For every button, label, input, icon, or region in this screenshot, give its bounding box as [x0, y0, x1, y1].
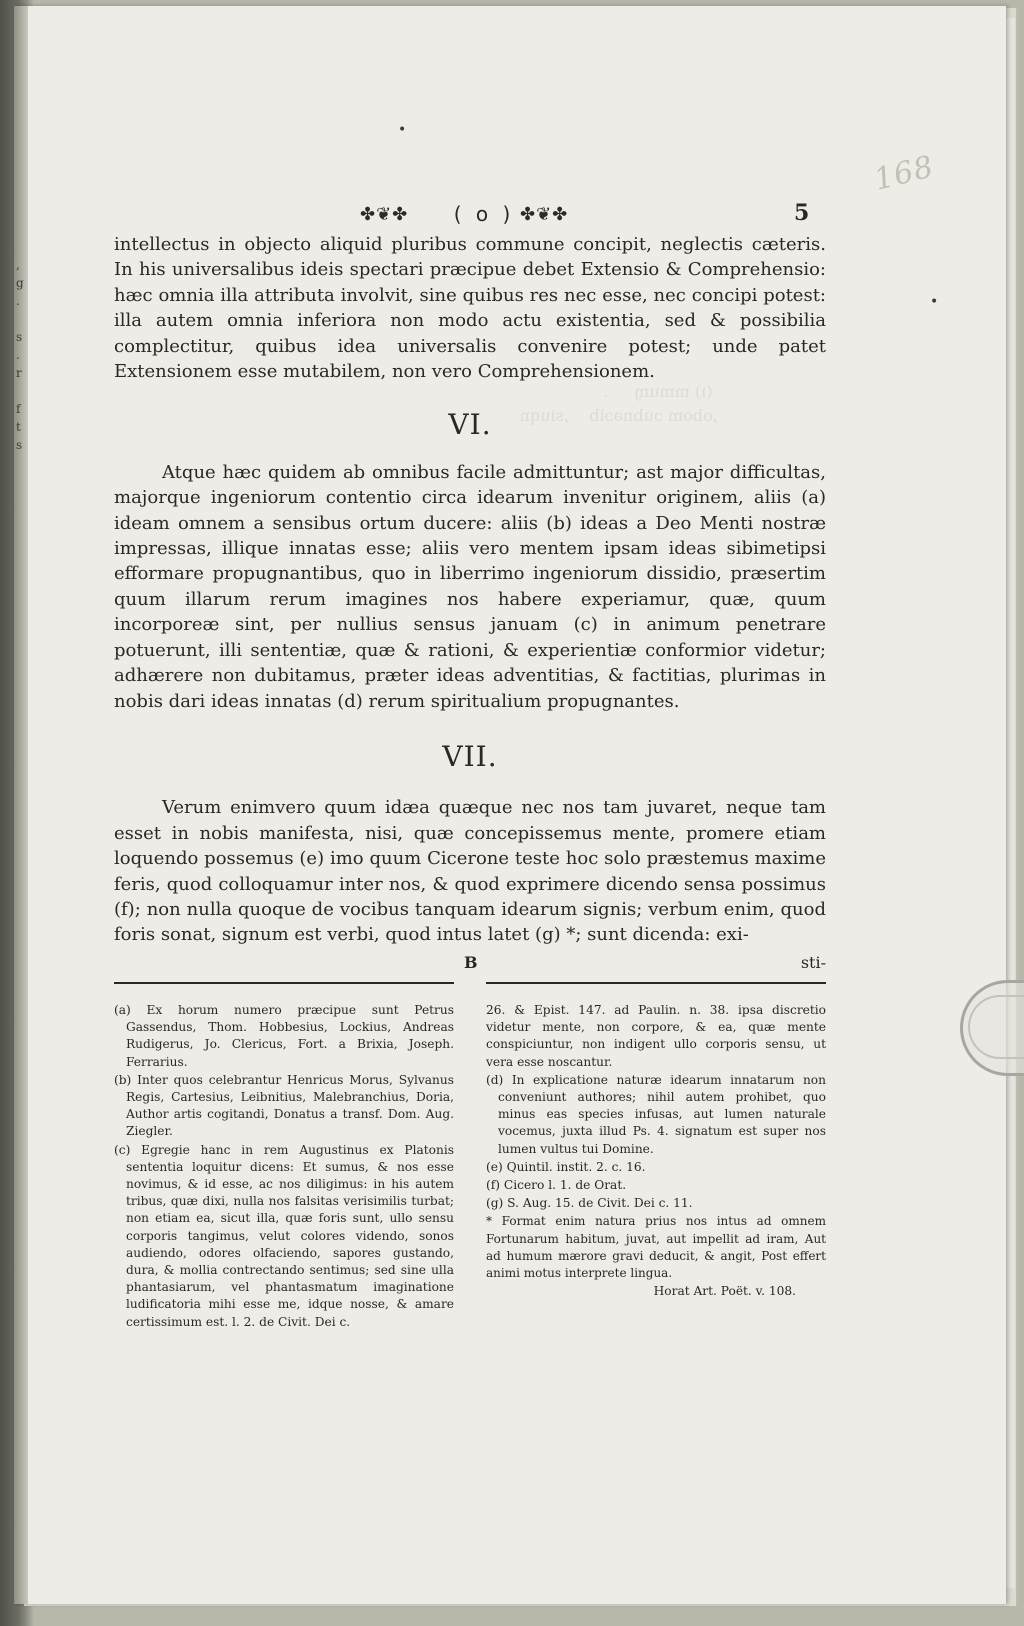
section-heading-vii: VII. — [442, 739, 498, 773]
footnote-verse-credit: Horat Art. Poët. v. 108. — [653, 1284, 796, 1299]
binding-fragments: , g . s . r f t s — [16, 258, 24, 452]
footnote-verse: * Format enim natura prius nos intus ad omnem Fortunarum habitum, juvat, aut impellit ad iram, Aut ad humum mærore gravi deducit, & angit, Post effert animi motus interprete lingua. — [486, 1214, 826, 1281]
footnote-g: (g) S. Aug. 15. de Civit. Dei c. 11. — [486, 1196, 693, 1211]
show-through-text: (ı) mmuɱ . ,obom ɔubnəɔib ,siuqn — [519, 382, 718, 425]
ornament-right-icon: ✤❦✤ — [520, 204, 569, 225]
page-number: 5 — [794, 200, 810, 226]
section-heading-vi: VI. — [448, 408, 492, 442]
main-text — [114, 232, 826, 974]
ornament-left-icon: ✤❦✤ — [360, 204, 409, 225]
running-head — [114, 202, 834, 232]
footnote-c: (c) Egregie hanc in rem Augustinus ex Platonis sententia loquitur dicens: Et sumus, & nos esse novimus, & id esse, ac nos diligimus: in his autem tribus, quæ dixi, nulla nos falsitas verisimilis turbat; non etiam ea, sicut illa, quæ foris sunt, ullo sensu corporis tangimus, velut colores videndo, sonos audiendo, odores olfaciendo, sapores gustando, dura, & mollia contrectando sentimus; sed sine ulla phantasiarum, vel phantasmatum imaginatione ludificatoria mihi esse me, idque nosse, & amare certissimum est. l. 2. de Civit. Dei c. — [114, 1142, 454, 1329]
footnote-e: (e) Quintil. instit. 2. c. 16. — [486, 1159, 646, 1174]
footnote-rule-left — [114, 982, 454, 984]
intro-paragraph: intellectus in objecto aliquid pluribus commune concipit, neglectis cæteris. In his universalibus ideis spectari præcipue debet Extensio & Comprehensio: hæc omnia illa attributa involvit, sine quibus res nec esse, nec concipi potest: illa autem omnia inferiora non modo actu existentia, sed & possibilia complectitur, quibus idea universalis convenire potest; unde patet Extensionem esse mutabilem, non vero Comprehensionem. — [114, 234, 826, 383]
folio-marker: ( o ) — [453, 202, 515, 226]
catchword: sti- — [800, 952, 826, 972]
footnote-c-continuation: 26. & Epist. 147. ad Paulin. n. 38. ipsa discretio videtur mente, non corpore, & ea, quæ mente conspiciuntur, non indigent ullo corporis sensu, ut vera esse noscantur. — [486, 1003, 826, 1069]
footnotes-right-column — [486, 1002, 826, 1300]
section-vii-paragraph: Verum enimvero quum idæa quæque nec nos tam juvaret, neque tam esset in nobis manifesta, nisi, quæ concepissemus mente, promere etiam loquendo possemus (e) imo quum Cicerone teste hoc solo præstemus maxime feris, quod colloquamur inter nos, & quod exprimere dicendo sensa possimus (f); non nulla quoque de vocibus tanquam idearum signis; verbum enim, quod foris sonat, signum est verbi, quod intus latet (g) *; sunt dicenda: exi- — [114, 797, 826, 946]
footnote-d: (d) In explicatione naturæ idearum innatarum non conveniunt authores; nihil autem prohibet, quo minus eas species infusas, aut lumen naturale vocemus, juxta illud Ps. 4. signatum est super nos lumen vultus tui Domine. — [486, 1072, 826, 1156]
signature-line — [114, 950, 826, 974]
book-page — [14, 6, 1006, 1604]
footnote-a: (a) Ex horum numero præcipue sunt Petrus Gassendus, Thom. Hobbesius, Lockius, Andreas Rudigerus, Jo. Clericus, Fort. a Brixia, Joseph. Ferrarius. — [114, 1003, 454, 1069]
footnote-f: (f) Cicero l. 1. de Orat. — [486, 1178, 627, 1193]
signature-mark: B — [464, 952, 478, 972]
ink-dot: • — [398, 122, 407, 138]
footnote-rule-right — [486, 982, 826, 984]
section-vi-paragraph: Atque hæc quidem ab omnibus facile admittuntur; ast major difficultas, majorque ingeniorum contentio circa idearum invenitur originem, aliis (a) ideam omnem a sensibus ortum ducere: aliis (b) ideas a Deo Menti nostræ impressas, illique innatas esse; aliis vero mentem ipsam ideas sibimetipsi efformare propugnantibus, quo in liberrimo ingeniorum dissidio, præsertim quum illarum rerum imagines nos habere experiamur, quæ, quum incorporeæ sint, per nullius sensus januam (c) in animum penetrare potuerunt, illi sententiæ, quæ & rationi, & experientiæ conformior videtur; adhærere non dubitamus, præter ideas adventitias, & factitias, plurimas in nobis dari ideas innatas (d) rerum spiritualium propugnantes. — [114, 461, 826, 712]
pencil-folio-note: 168 — [870, 149, 938, 198]
footnotes-left-column — [114, 1002, 454, 1332]
paper-clip-inner — [968, 995, 1024, 1059]
ink-dot-right: • — [930, 294, 939, 310]
binding-gutter — [14, 6, 28, 1604]
footnote-b: (b) Inter quos celebrantur Henricus Morus, Sylvanus Regis, Cartesius, Leibnitius, Malebranchius, Doria, Author artis cogitandi, Donatus a transf. Dom. Aug. Ziegler. — [114, 1072, 454, 1139]
